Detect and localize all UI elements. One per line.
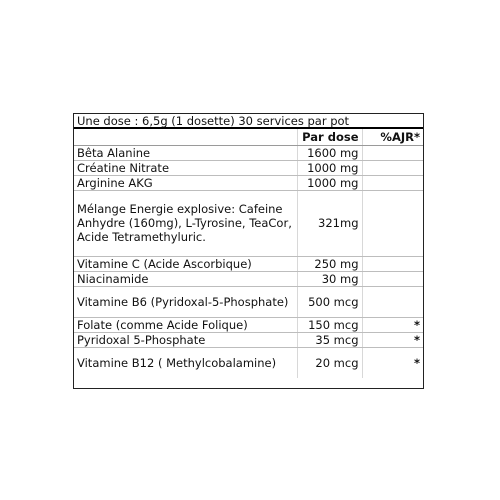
ingredient-dose: 250 mg bbox=[297, 256, 362, 271]
table-row bbox=[74, 175, 423, 190]
serving-size-line: Une dose : 6,5g (1 dosette) 30 services par pot bbox=[74, 114, 423, 129]
ingredient-dose: 35 mcg bbox=[297, 332, 362, 347]
table-header-row bbox=[74, 129, 423, 145]
ingredient-name: Vitamine B6 (Pyridoxal-5-Phosphate) bbox=[74, 286, 297, 317]
ingredient-dose: 30 mg bbox=[297, 271, 362, 286]
ingredient-dose: 321mg bbox=[297, 190, 362, 256]
ingredient-name: Mélange Energie explosive: Cafeine Anhydre (160mg), L-Tyrosine, TeaCor, Acide Tetramethyluric. bbox=[74, 190, 297, 256]
ingredient-ajr: * bbox=[362, 317, 423, 332]
table-row bbox=[74, 271, 423, 286]
ingredient-dose: 500 mcg bbox=[297, 286, 362, 317]
table-row bbox=[74, 317, 423, 332]
ingredient-dose: 150 mcg bbox=[297, 317, 362, 332]
nutrition-table bbox=[74, 129, 423, 378]
ingredient-ajr: * bbox=[413, 355, 420, 370]
table-row bbox=[74, 332, 423, 347]
ingredient-ajr bbox=[362, 190, 423, 256]
ingredient-ajr: * bbox=[362, 332, 423, 347]
ingredient-ajr bbox=[362, 256, 423, 271]
ingredient-name: Folate (comme Acide Folique) bbox=[74, 317, 297, 332]
ingredient-ajr bbox=[362, 160, 423, 175]
table-row bbox=[74, 347, 423, 378]
nutrition-facts-panel bbox=[73, 113, 424, 389]
ingredient-dose: 1000 mg bbox=[297, 175, 362, 190]
table-row bbox=[74, 286, 423, 317]
ingredient-name: Vitamine C (Acide Ascorbique) bbox=[74, 256, 297, 271]
ingredient-name: Pyridoxal 5-Phosphate bbox=[74, 332, 297, 347]
table-row bbox=[74, 190, 423, 256]
table-row bbox=[74, 256, 423, 271]
ingredient-dose: 20 mcg bbox=[297, 347, 362, 378]
table-row bbox=[74, 145, 423, 160]
column-header-ingredient bbox=[74, 129, 297, 145]
ingredient-ajr bbox=[362, 286, 423, 317]
ingredient-ajr bbox=[362, 145, 423, 160]
table-row bbox=[74, 160, 423, 175]
ingredient-dose: 1600 mg bbox=[297, 145, 362, 160]
ingredient-name: Créatine Nitrate bbox=[74, 160, 297, 175]
ingredient-dose: 1000 mg bbox=[297, 160, 362, 175]
ingredient-name: Niacinamide bbox=[74, 271, 297, 286]
ingredient-name: Vitamine B12 ( Methylcobalamine) bbox=[74, 347, 297, 378]
ingredient-ajr bbox=[362, 175, 423, 190]
ingredient-name: Arginine AKG bbox=[74, 175, 297, 190]
column-header-per-dose: Par dose bbox=[297, 129, 362, 145]
column-header-ajr: %AJR* bbox=[362, 129, 423, 145]
ingredient-name: Bêta Alanine bbox=[74, 145, 297, 160]
ingredient-ajr bbox=[362, 271, 423, 286]
